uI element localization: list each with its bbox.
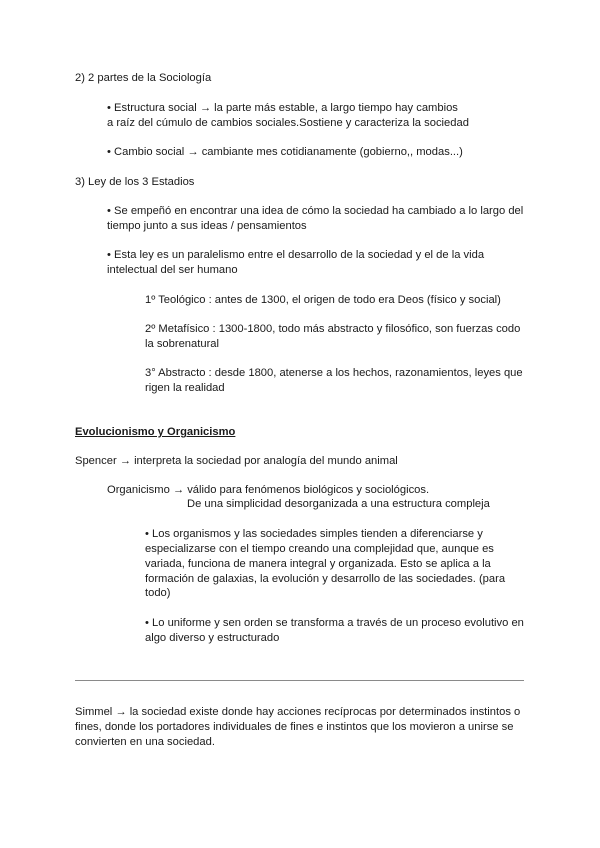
section-heading-partes: 2) 2 partes de la Sociología bbox=[75, 72, 212, 84]
section-title-evolucionismo: Evolucionismo y Organicismo bbox=[75, 426, 236, 438]
estadio-metafisico-line2: la sobrenatural bbox=[145, 338, 220, 350]
bullet-uniforme-line1: • Lo uniforme y sen orden se transforma a través de un proceso evolutivo en bbox=[145, 617, 524, 629]
bullet-organismos-line3: variada, funciona de manera integral y organizada. Esto se aplica a la bbox=[145, 558, 491, 570]
bullet-empeno-line1: • Se empeñó en encontrar una idea de cómo la sociedad ha cambiado a lo largo del bbox=[107, 205, 524, 217]
bullet-paralelismo-line2: intelectual del ser humano bbox=[107, 264, 238, 276]
organicismo-line2: De una simplicidad desorganizada a una estructura compleja bbox=[187, 498, 490, 510]
bullet-organismos-line1: • Los organismos y las sociedades simples tienden a diferenciarse y bbox=[145, 528, 483, 540]
bullet-uniforme-line2: algo diverso y estructurado bbox=[145, 632, 280, 644]
estadio-teologico: 1º Teológico : antes de 1300, el origen de todo era Deos (físico y social) bbox=[145, 294, 501, 306]
bullet-organismos-line4: formación de galaxias, la evolución y desarrollo de las sociedades. (para bbox=[145, 573, 506, 585]
bullet-estructura-social-line2: a raíz del cúmulo de cambios sociales.Sostiene y caracteriza la sociedad bbox=[107, 117, 469, 129]
bullet-organismos-line2: especializarse con el tiempo creando una complejidad que, aunque es bbox=[145, 543, 494, 555]
bullet-estructura-social-line1: • Estructura social → la parte más estable, a largo tiempo hay cambios bbox=[107, 102, 458, 114]
section-heading-ley: 3) Ley de los 3 Estadios bbox=[75, 176, 195, 188]
bullet-paralelismo-line1: • Esta ley es un paralelismo entre el desarrollo de la sociedad y el de la vida bbox=[107, 249, 485, 261]
estadio-abstracto-line2: rigen la realidad bbox=[145, 382, 225, 394]
simmel-line3: convierten en una sociedad. bbox=[75, 736, 215, 748]
estadio-abstracto-line1: 3° Abstracto : desde 1800, atenerse a los hechos, razonamientos, leyes que bbox=[145, 367, 523, 379]
bullet-cambio-social: • Cambio social → cambiante mes cotidianamente (gobierno,, modas...) bbox=[107, 146, 463, 158]
simmel-line1: Simmel → la sociedad existe donde hay acciones recíprocas por determinados instintos o bbox=[75, 706, 521, 718]
bullet-empeno-line2: tiempo junto a sus ideas / pensamientos bbox=[107, 220, 307, 232]
organicismo-line1: Organicismo → válido para fenómenos biológicos y sociológicos. bbox=[107, 484, 430, 496]
horizontal-divider bbox=[75, 680, 524, 681]
simmel-line2: fines, donde los portadores individuales de fines e instintos que los movieron a unirse se bbox=[75, 721, 514, 733]
bullet-organismos-line5: todo) bbox=[145, 587, 171, 599]
spencer-line: Spencer → interpreta la sociedad por analogía del mundo animal bbox=[75, 455, 398, 467]
estadio-metafisico-line1: 2º Metafísico : 1300-1800, todo más abstracto y filosófico, son fuerzas codo bbox=[145, 323, 521, 335]
